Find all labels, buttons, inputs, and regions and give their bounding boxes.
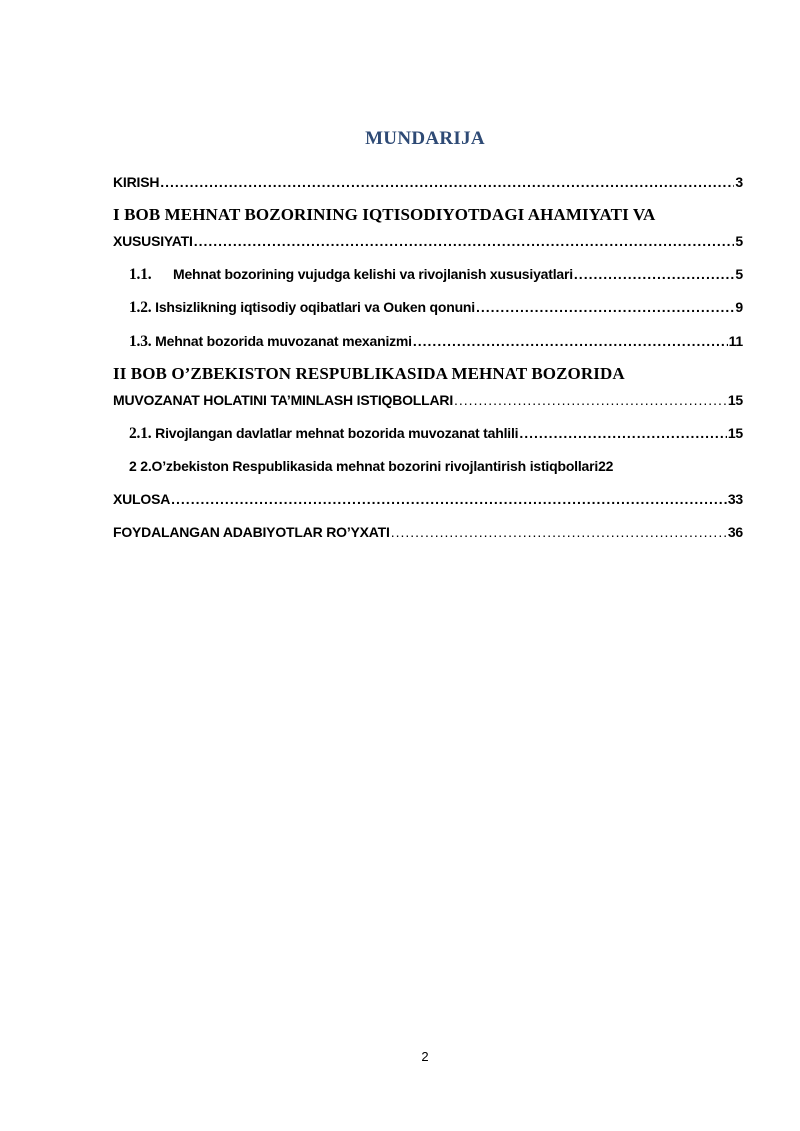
toc-entry-text: Rivojlangan davlatlar mehnat bozorida muvozanat tahlili xyxy=(155,425,519,441)
toc-title: MUNDARIJA xyxy=(365,128,485,149)
toc-entry-1-3[interactable] xyxy=(129,333,743,351)
toc-entry-text: Mehnat bozorida muvozanat mexanizmi xyxy=(155,333,412,349)
toc-page-number: 33 xyxy=(727,491,743,507)
toc-section-number: 1.3. xyxy=(129,333,152,350)
dot-leader xyxy=(160,174,734,190)
toc-entry-text: FOYDALANGAN ADABIYOTLAR RO’YXATI xyxy=(113,524,390,540)
toc-page-number: 15 xyxy=(727,392,743,408)
toc-entry-text: MUVOZANAT HOLATINI TA’MINLASH ISTIQBOLLARI xyxy=(113,392,454,408)
toc-entry-2-1[interactable] xyxy=(129,425,743,443)
toc-page-number: 9 xyxy=(735,299,743,315)
toc-entry-foydalangan-adabiyotlar[interactable] xyxy=(113,524,743,540)
toc-entry-text: KIRISH xyxy=(113,174,160,190)
toc-section-number: 2.1. xyxy=(129,425,152,442)
toc-entry-1-1[interactable] xyxy=(129,266,743,284)
toc-entry-text: 2 2.O’zbekiston Respublikasida mehnat bozorini rivojlantirish istiqbollari22 xyxy=(129,458,614,474)
toc-entry-xulosa[interactable] xyxy=(113,491,743,507)
toc-page-number: 11 xyxy=(728,333,743,349)
toc-entry-2-2[interactable] xyxy=(129,458,743,474)
dot-leader xyxy=(391,524,727,540)
toc-entry-text: Mehnat bozorining vujudga kelishi va rivojlanish xususiyatlari xyxy=(173,266,573,282)
dot-leader xyxy=(519,425,726,441)
toc-entry-text: Ishsizlikning iqtisodiy oqibatlari va Ouken qonuni xyxy=(155,299,475,315)
toc-page-number: 5 xyxy=(735,266,743,282)
toc-entry-1-2[interactable] xyxy=(129,299,743,317)
toc-chapter-1-heading[interactable]: I BOB MEHNAT BOZORINING IQTISODIYOTDAGI AHAMIYATI VA xyxy=(113,205,656,224)
dot-leader xyxy=(171,491,727,507)
toc-section-number: 1.1. xyxy=(129,266,152,283)
dot-leader xyxy=(194,233,735,249)
dot-leader xyxy=(476,299,734,315)
toc-entry-xususiyati[interactable] xyxy=(113,233,743,249)
toc-entry-text: XUSUSIYATI xyxy=(113,233,193,249)
toc-page-number: 3 xyxy=(735,174,743,190)
toc-chapter-2-heading[interactable]: II BOB O’ZBEKISTON RESPUBLIKASIDA MEHNAT BOZORIDA xyxy=(113,364,625,383)
toc-page-number: 5 xyxy=(735,233,743,249)
toc-entry-muvozanat-holatini[interactable] xyxy=(113,392,743,408)
toc-page-number: 15 xyxy=(727,425,743,441)
toc-section-number: 1.2. xyxy=(129,299,152,316)
dot-leader xyxy=(574,266,734,282)
toc-entry-text: XULOSA xyxy=(113,491,171,507)
toc-entry-kirish[interactable] xyxy=(113,174,743,190)
dot-leader xyxy=(413,333,728,349)
page-number: 2 xyxy=(421,1049,429,1064)
dot-leader xyxy=(454,392,727,408)
toc-page-number: 36 xyxy=(727,524,743,540)
